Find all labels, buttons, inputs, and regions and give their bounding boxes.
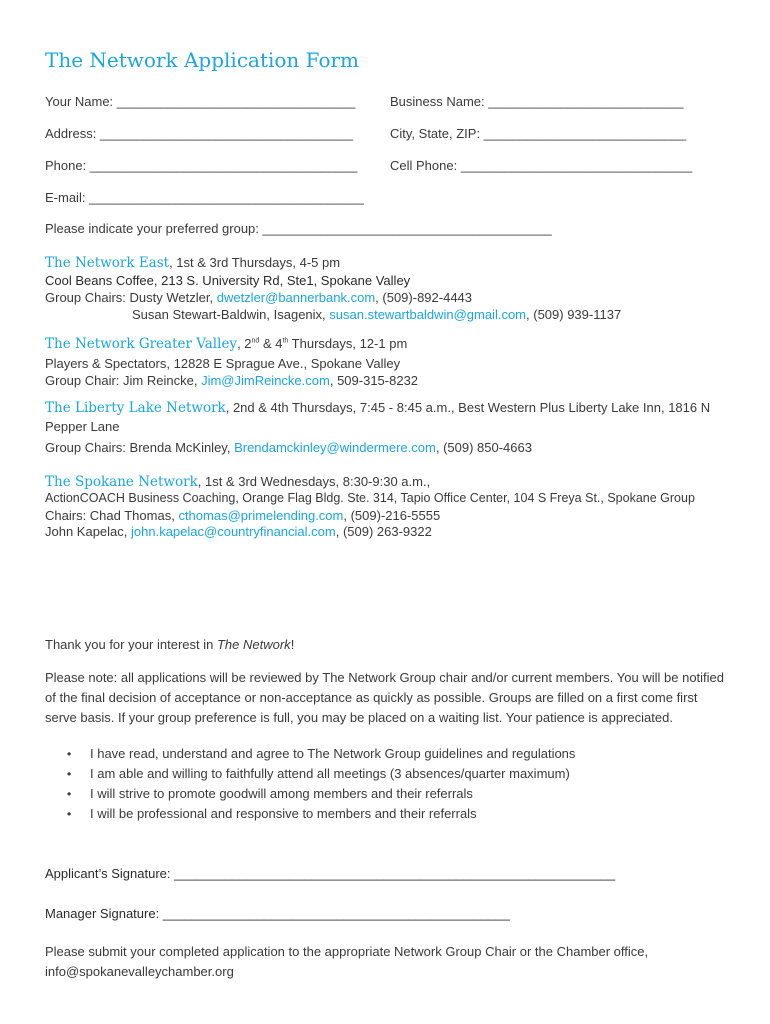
group-greater-valley-name: The Network Greater Valley (45, 336, 238, 352)
schedule-part: & 4 (259, 336, 283, 351)
schedule-part: Thursdays, 12-1 pm (288, 336, 408, 351)
group-liberty-lake-heading (45, 400, 710, 416)
email-field[interactable]: E-mail: ______________________________________ (45, 190, 364, 205)
group-liberty-lake-name: The Liberty Lake Network (45, 400, 226, 416)
group-greater-valley-location: Players & Spectators, 12828 E Sprague Ave., Spokane Valley (45, 356, 401, 371)
list-item-text: I will be professional and responsive to members and their referrals (90, 806, 477, 821)
list-item-text: I am able and willing to faithfully attend all meetings (3 absences/quarter maximum) (90, 766, 570, 781)
business-name-field[interactable]: Business Name: ___________________________ (390, 94, 684, 109)
group-east-name: The Network East (45, 255, 170, 271)
preferred-group-field[interactable]: Please indicate your preferred group: ________________________________________ (45, 221, 552, 236)
address-field[interactable]: Address: ___________________________________ (45, 126, 353, 141)
chair-email-link[interactable]: cthomas@primelending.com (178, 508, 344, 523)
list-item (45, 804, 575, 824)
bullet-icon: • (67, 787, 72, 801)
chair-email-link[interactable]: dwetzler@bannerbank.com (216, 290, 376, 305)
group-spokane-chairs (45, 508, 440, 523)
group-greater-valley-heading (45, 336, 407, 352)
chair-phone: , 509-315-8232 (329, 373, 419, 388)
phone-field[interactable]: Phone: _____________________________________ (45, 158, 358, 173)
group-spokane-schedule: , 1st & 3rd Wednesdays, 8:30-9:30 a.m., (197, 474, 431, 489)
agreement-list (45, 744, 575, 824)
your-name-field[interactable]: Your Name: _________________________________ (45, 94, 356, 109)
thanks-italic: The Network (216, 637, 291, 652)
chair-phone: , (509) 850-4663 (435, 440, 532, 455)
manager-signature-field[interactable]: Manager Signature: ________________________________________________ (45, 906, 510, 921)
chair2-email-link[interactable]: susan.stewartbaldwin@gmail.com (329, 307, 527, 322)
group-spokane-heading (45, 474, 430, 490)
group-liberty-lake-schedule: , 2nd & 4th Thursdays, 7:45 - 8:45 a.m., Best Western Plus Liberty Lake Inn, 1816 N (225, 400, 711, 415)
group-greater-valley-chair (45, 373, 418, 388)
group-spokane-location: ActionCOACH Business Coaching, Orange Flag Bldg. Ste. 314, Tapio Office Center, 104 S Freya St., Spokane Group (45, 491, 695, 505)
chair2-label: John Kapelac, (45, 524, 132, 539)
group-east-schedule: , 1st & 3rd Thursdays, 4-5 pm (169, 255, 341, 270)
list-item (45, 784, 575, 804)
chair-phone: , (509)-216-5555 (343, 508, 441, 523)
schedule-part: , 2 (237, 336, 252, 351)
chair2-phone: , (509) 939-1137 (526, 307, 622, 322)
chair-label: Group Chair: Jim Reincke, (45, 373, 202, 388)
chairs-label: Chairs: Chad Thomas, (45, 508, 179, 523)
group-spokane-chair2 (45, 524, 432, 539)
chair2-label: Susan Stewart-Baldwin, Isagenix, (132, 307, 330, 322)
thanks-text: Thank you for your interest in (45, 637, 217, 652)
thanks-suffix: ! (290, 637, 295, 652)
thank-you-line (45, 637, 294, 652)
applicant-signature-field[interactable]: Applicant’s Signature: _____________________________________________________________ (45, 866, 616, 881)
chamber-email[interactable]: info@spokanevalleychamber.org (45, 964, 234, 979)
review-note: Please note: all applications will be reviewed by The Network Group chair and/or current members. You will be notified of the final decision of acceptance or non-acceptance as quickly as possible. Groups are filled on a first come first serve basis. If your group preference is full, you may be placed on a waiting list. Your patience is appreciated. (45, 670, 725, 725)
chair-email-link[interactable]: Brendamckinley@windermere.com (234, 440, 436, 455)
group-east-chair2 (132, 307, 621, 322)
chair2-email-link[interactable]: john.kapelac@countryfinancial.com (131, 524, 336, 539)
cell-phone-field[interactable]: Cell Phone: ________________________________ (390, 158, 693, 173)
chair2-phone: , (509) 263-9322 (335, 524, 432, 539)
bullet-icon: • (67, 747, 72, 761)
chair-phone: , (509)-892-4443 (375, 290, 473, 305)
bullet-icon: • (67, 807, 72, 821)
form-title: The Network Application Form (45, 48, 360, 72)
list-item-text: I will strive to promote goodwill among members and their referrals (90, 786, 473, 801)
group-east-location: Cool Beans Coffee, 213 S. University Rd, Ste1, Spokane Valley (45, 273, 411, 288)
ordinal-suffix: nd (251, 337, 260, 345)
submit-instructions: Please submit your completed application to the appropriate Network Group Chair or the Chamber office, (45, 944, 649, 959)
group-liberty-lake-chairs (45, 440, 532, 455)
chairs-label: Group Chairs: Brenda McKinley, (45, 440, 235, 455)
list-item (45, 764, 575, 784)
list-item (45, 744, 575, 764)
city-state-zip-field[interactable]: City, State, ZIP: ____________________________ (390, 126, 687, 141)
group-east-chairs (45, 290, 472, 305)
group-spokane-name: The Spokane Network (45, 474, 198, 490)
list-item-text: I have read, understand and agree to The Network Group guidelines and regulations (90, 746, 576, 761)
bullet-icon: • (67, 767, 72, 781)
group-east-heading (45, 255, 340, 271)
group-east-chairs-label: Group Chairs: Dusty Wetzler, (45, 290, 217, 305)
group-liberty-lake-location: Pepper Lane (45, 419, 120, 434)
ordinal-suffix: th (282, 337, 289, 345)
chair-email-link[interactable]: Jim@JimReincke.com (201, 373, 330, 388)
